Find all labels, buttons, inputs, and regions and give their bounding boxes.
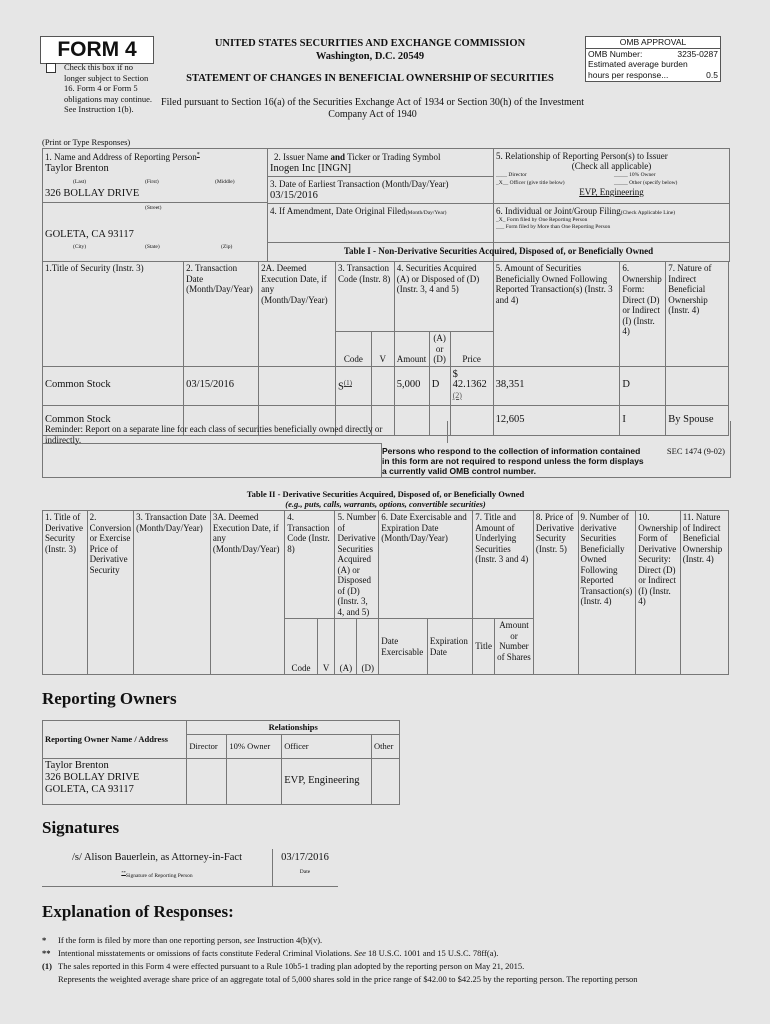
reporting-person-name: Taylor Brenton (45, 163, 109, 174)
t1-sub-amount: Amount (394, 332, 429, 367)
city-state-zip: GOLETA, CA 93117 (45, 229, 134, 240)
amendment-sub: (Month/Day/Year) (405, 210, 447, 216)
note-3-text: The sales reported in this Form 4 were effected pursuant to a Rule 10b5-1 trading plan adopted by the reporting person on May 21, 2015. (58, 961, 525, 971)
t1-r0-code: S (337, 381, 344, 393)
filing-label: 6. Individual or Joint/Group Filing (496, 206, 621, 216)
note-2 (42, 947, 732, 960)
reporting-person-label: 1. Name and Address of Reporting Person (45, 152, 197, 162)
signature-date-label: Date (299, 869, 311, 875)
signature-value: /s/ Alison Bauerlein, as Attorney-in-Fact (71, 852, 242, 863)
signatures-heading: Signatures (42, 818, 120, 837)
note-1 (42, 934, 732, 947)
t1-r0-aord: D (429, 366, 450, 405)
t1-h3: 3. Transaction Code (Instr. 8) (335, 262, 394, 332)
t2-h2: 2. Conversion or Exercise Price of Derivative Security (87, 511, 134, 675)
first-label: (First) (145, 179, 159, 185)
street-label: (Street) (145, 205, 162, 211)
t1-sub-price: Price (450, 332, 493, 367)
statement-title: STATEMENT OF CHANGES IN BENEFICIAL OWNERSHIP OF SECURITIES (186, 73, 554, 84)
relationships-header: Relationships (187, 721, 400, 735)
amendment-label: 4. If Amendment, Date Original Filed (270, 206, 406, 216)
officer-title: EVP, Engineering (579, 187, 644, 197)
note-2-pre: Intentional misstatements or omissions of facts constitute Federal Criminal Violations. (58, 948, 355, 958)
owner-name: Taylor Brenton (45, 760, 109, 771)
t1-sub-code: Code (335, 332, 371, 367)
form-title: FORM 4 (57, 38, 137, 61)
omb-hours: 0.5 (706, 69, 718, 80)
issuer-label-post: Ticker or Trading Symbol (345, 152, 441, 162)
note-3-mark: (1) (42, 961, 52, 971)
note-3 (42, 960, 732, 973)
t1-sub-v: V (371, 332, 394, 367)
t2-h9: 9. Number of derivative Securities Beneficially Owned Following Reported Transaction(s) (Instr. 4) (578, 511, 636, 675)
other-label: Other (specify below) (629, 180, 678, 186)
relationship-label: 5. Relationship of Reporting Person(s) to Issuer (496, 151, 668, 161)
reporting-owners-table (42, 720, 400, 805)
table2-title: Table II - Derivative Securities Acquired, Disposed of, or Beneficially Owned (246, 489, 525, 499)
t2-h11: 11. Nature of Indirect Beneficial Ownership (Instr. 4) (680, 511, 728, 675)
t1-h5: 5. Amount of Securities Beneficially Owned Following Reported Transaction(s) (Instr. 3 and 4) (493, 262, 620, 367)
t1-h2: 2. Transaction Date (Month/Day/Year) (184, 262, 259, 367)
table2-subtitle: (e.g., puts, calls, warrants, options, convertible securities) (285, 499, 486, 509)
state-label: (State) (145, 244, 160, 250)
t1-r0-price: $ 42.1362 (452, 368, 487, 391)
t1-r0-form: D (620, 366, 666, 405)
t2-h3: 3. Transaction Date (Month/Day/Year) (134, 511, 211, 675)
omb-hours-label: hours per response... (588, 69, 669, 80)
t1-r0-title: Common Stock (43, 366, 184, 405)
t1-h4: 4. Securities Acquired (A) or Disposed of (D) (Instr. 3, 4 and 5) (394, 262, 493, 332)
middle-label: (Middle) (215, 179, 235, 185)
table-row (43, 366, 729, 405)
explanation-heading: Explanation of Responses: (42, 902, 234, 921)
issuer-box (268, 149, 494, 261)
t2-sub-v: V (317, 619, 335, 675)
t1-r1-nature: By Spouse (666, 405, 729, 435)
city-label: (City) (73, 244, 87, 250)
earliest-date-label: 3. Date of Earliest Transaction (Month/Day/Year) (270, 179, 449, 189)
check-box-text: Check this box if no longer subject to Section 16. Form 4 or Form 5 obligations may continue. See Instruction 1(b). (64, 62, 153, 114)
signature-box (42, 849, 338, 886)
t2-h4: 4. Transaction Code (Instr. 8) (285, 511, 335, 619)
t2-h6: 6. Date Exercisable and Expiration Date (Month/Day/Year) (379, 511, 473, 619)
issuer-value: Inogen Inc [INGN] (270, 163, 352, 174)
t2-h8: 8. Price of Derivative Security (Instr. 5) (533, 511, 578, 675)
print-type: (Print or Type Responses) (42, 137, 131, 147)
issuer-label-pre: 2. Issuer Name (274, 152, 331, 162)
t1-h6: 6. Ownership Form: Direct (D) or Indirect (I) (Instr. 4) (620, 262, 666, 367)
reporting-person-box (43, 149, 268, 261)
t1-r1-owned: 12,605 (493, 405, 620, 435)
omb-approval-box (585, 36, 721, 82)
info-boxes (42, 148, 730, 262)
zip-label: (Zip) (221, 244, 233, 250)
t1-h7: 7. Nature of Indirect Beneficial Ownership (Instr. 4) (666, 262, 729, 367)
t1-r0-code-fn[interactable]: (1) (343, 379, 352, 387)
owner-city: GOLETA, CA 93117 (45, 784, 134, 795)
filing-one: _X_ Form filed by One Reporting Person (496, 217, 588, 223)
omb-number: 3235-0287 (677, 48, 718, 59)
signature-fn[interactable]: ** (121, 870, 126, 875)
last-label: (Last) (73, 179, 87, 185)
t2-sub-date-ex: Date Exercisable (379, 619, 428, 675)
t1-r0-deemed (259, 366, 336, 405)
t2-sub-a: (A) (335, 619, 357, 675)
filing-more: ___ Form filed by More than One Reporting Person (496, 224, 611, 230)
reporting-owners-heading: Reporting Owners (42, 689, 177, 708)
director-header: Director (187, 735, 227, 759)
note-1-see: see (244, 935, 255, 945)
note-2-see: See (354, 948, 366, 958)
t1-r0-nature (666, 366, 729, 405)
note-1-pre: If the form is filed by more than one reporting person, (58, 935, 245, 945)
t1-h1: 1.Title of Security (Instr. 3) (43, 262, 184, 367)
form-title-box (40, 36, 154, 64)
reminder-text: Reminder: Report on a separate line for each class of securities beneficially owned directly or indirectly. (45, 424, 383, 445)
note-2-post: 18 U.S.C. 1001 and 15 U.S.C. 78ff(a). (365, 948, 499, 958)
street-value: 326 BOLLAY DRIVE (45, 188, 140, 199)
omb-burden: Estimated average burden (588, 59, 688, 69)
t1-r0-amount: 5,000 (394, 366, 429, 405)
omb-number-label: OMB Number: (588, 48, 643, 59)
t1-r1-title: Common Stock (43, 405, 184, 435)
note-2-mark: ** (42, 948, 51, 958)
signature-label: Signature of Reporting Person (125, 872, 193, 879)
ten-percent-header: 10% Owner (227, 735, 282, 759)
table-row (43, 759, 400, 805)
reminder-box (42, 421, 731, 478)
explanation-notes (42, 934, 732, 986)
t2-h7: 7. Title and Amount of Underlying Securities (Instr. 3 and 4) (473, 511, 534, 619)
t2-sub-d: (D) (357, 619, 379, 675)
t2-h3a: 3A. Deemed Execution Date, if any (Month/Day/Year) (210, 511, 284, 675)
t1-r1-form: I (620, 405, 666, 435)
t2-sub-amount: Amount or Number of Shares (494, 619, 533, 675)
t2-sub-exp: Expiration Date (427, 619, 472, 675)
note-1-mark: * (42, 935, 47, 945)
relationship-sub: (Check all applicable) (571, 161, 652, 171)
officer-label: _X__ Officer (give title below) (496, 180, 565, 186)
t1-r0-v (371, 366, 394, 405)
officer-header: Officer (282, 735, 372, 759)
other-header: Other (372, 735, 400, 759)
table1-title: Table I - Non-Derivative Securities Acquired, Disposed of, or Beneficially Owned (343, 246, 654, 256)
t2-sub-title: Title (473, 619, 495, 675)
no-longer-subject-checkbox[interactable] (46, 63, 56, 73)
table-1 (42, 261, 729, 436)
owner-officer: EVP, Engineering (282, 759, 372, 805)
t1-r0-date: 03/15/2016 (184, 366, 259, 405)
t2-h5: 5. Number of Derivative Securities Acquired (A) or Disposed of (D) (Instr. 3, 4, and 5) (335, 511, 379, 619)
earliest-date-value: 03/15/2016 (270, 190, 318, 201)
owner-name-header: Reporting Owner Name / Address (43, 721, 187, 759)
t2-h1: 1. Title of Derivative Security (Instr. 3) (43, 511, 88, 675)
issuer-label-and: and (330, 152, 345, 162)
table-2 (42, 510, 729, 675)
t1-r0-owned: 38,351 (493, 366, 620, 405)
t2-h10: 10. Ownership Form of Derivative Security: Direct (D) or Indirect (I) (Instr. 4) (636, 511, 681, 675)
commission-name: UNITED STATES SECURITIES AND EXCHANGE COMMISSION (214, 38, 526, 49)
commission-location: Washington, D.C. 20549 (315, 51, 425, 62)
t1-h2a: 2A. Deemed Execution Date, if any (Month/Day/Year) (259, 262, 336, 367)
filed-pursuant: Filed pursuant to Section 16(a) of the Securities Exchange Act of 1934 or Section 30(h) of the Investment Company Act of 1940 (161, 97, 584, 120)
note-1-post: Instruction 4(b)(v). (254, 935, 323, 945)
filing-sub: (Check Applicable Line) (620, 210, 676, 216)
t1-sub-aord: (A) or (D) (429, 332, 450, 367)
reporting-person-star[interactable]: * (196, 152, 200, 158)
signature-date: 03/17/2016 (281, 852, 329, 863)
persons-notice: Persons who respond to the collection of information contained in this form are not required to respond unless the form displays a currently valid OMB control number. (382, 446, 644, 476)
ten-percent-label: 10% Owner (629, 172, 656, 178)
relationship-box: 5. Relationship of Reporting Person(s) to Issuer (Check all applicable) ____ Director _____ 10% Owner _X__ Officer (give title below) _____ Other (specify below) EVP, Engineering 6. Individual or Joint/Group Filing(Check Applicable Line) _X_ Form filed by One Reporting Person ___ Form filed by More than One Reporting Person (494, 149, 729, 261)
sec-number: SEC 1474 (9-02) (666, 446, 725, 456)
omb-title: OMB APPROVAL (586, 37, 720, 49)
director-label: Director (508, 172, 527, 178)
note-4: Represents the weighted average share price of an aggregate total of 5,000 shares sold in the price range of $42.00 to $42.25 by the reporting person. The reporting person (58, 974, 638, 984)
t1-r0-price-fn[interactable]: (2) (452, 390, 462, 400)
owner-street: 326 BOLLAY DRIVE (45, 772, 140, 783)
t2-sub-code: Code (285, 619, 318, 675)
